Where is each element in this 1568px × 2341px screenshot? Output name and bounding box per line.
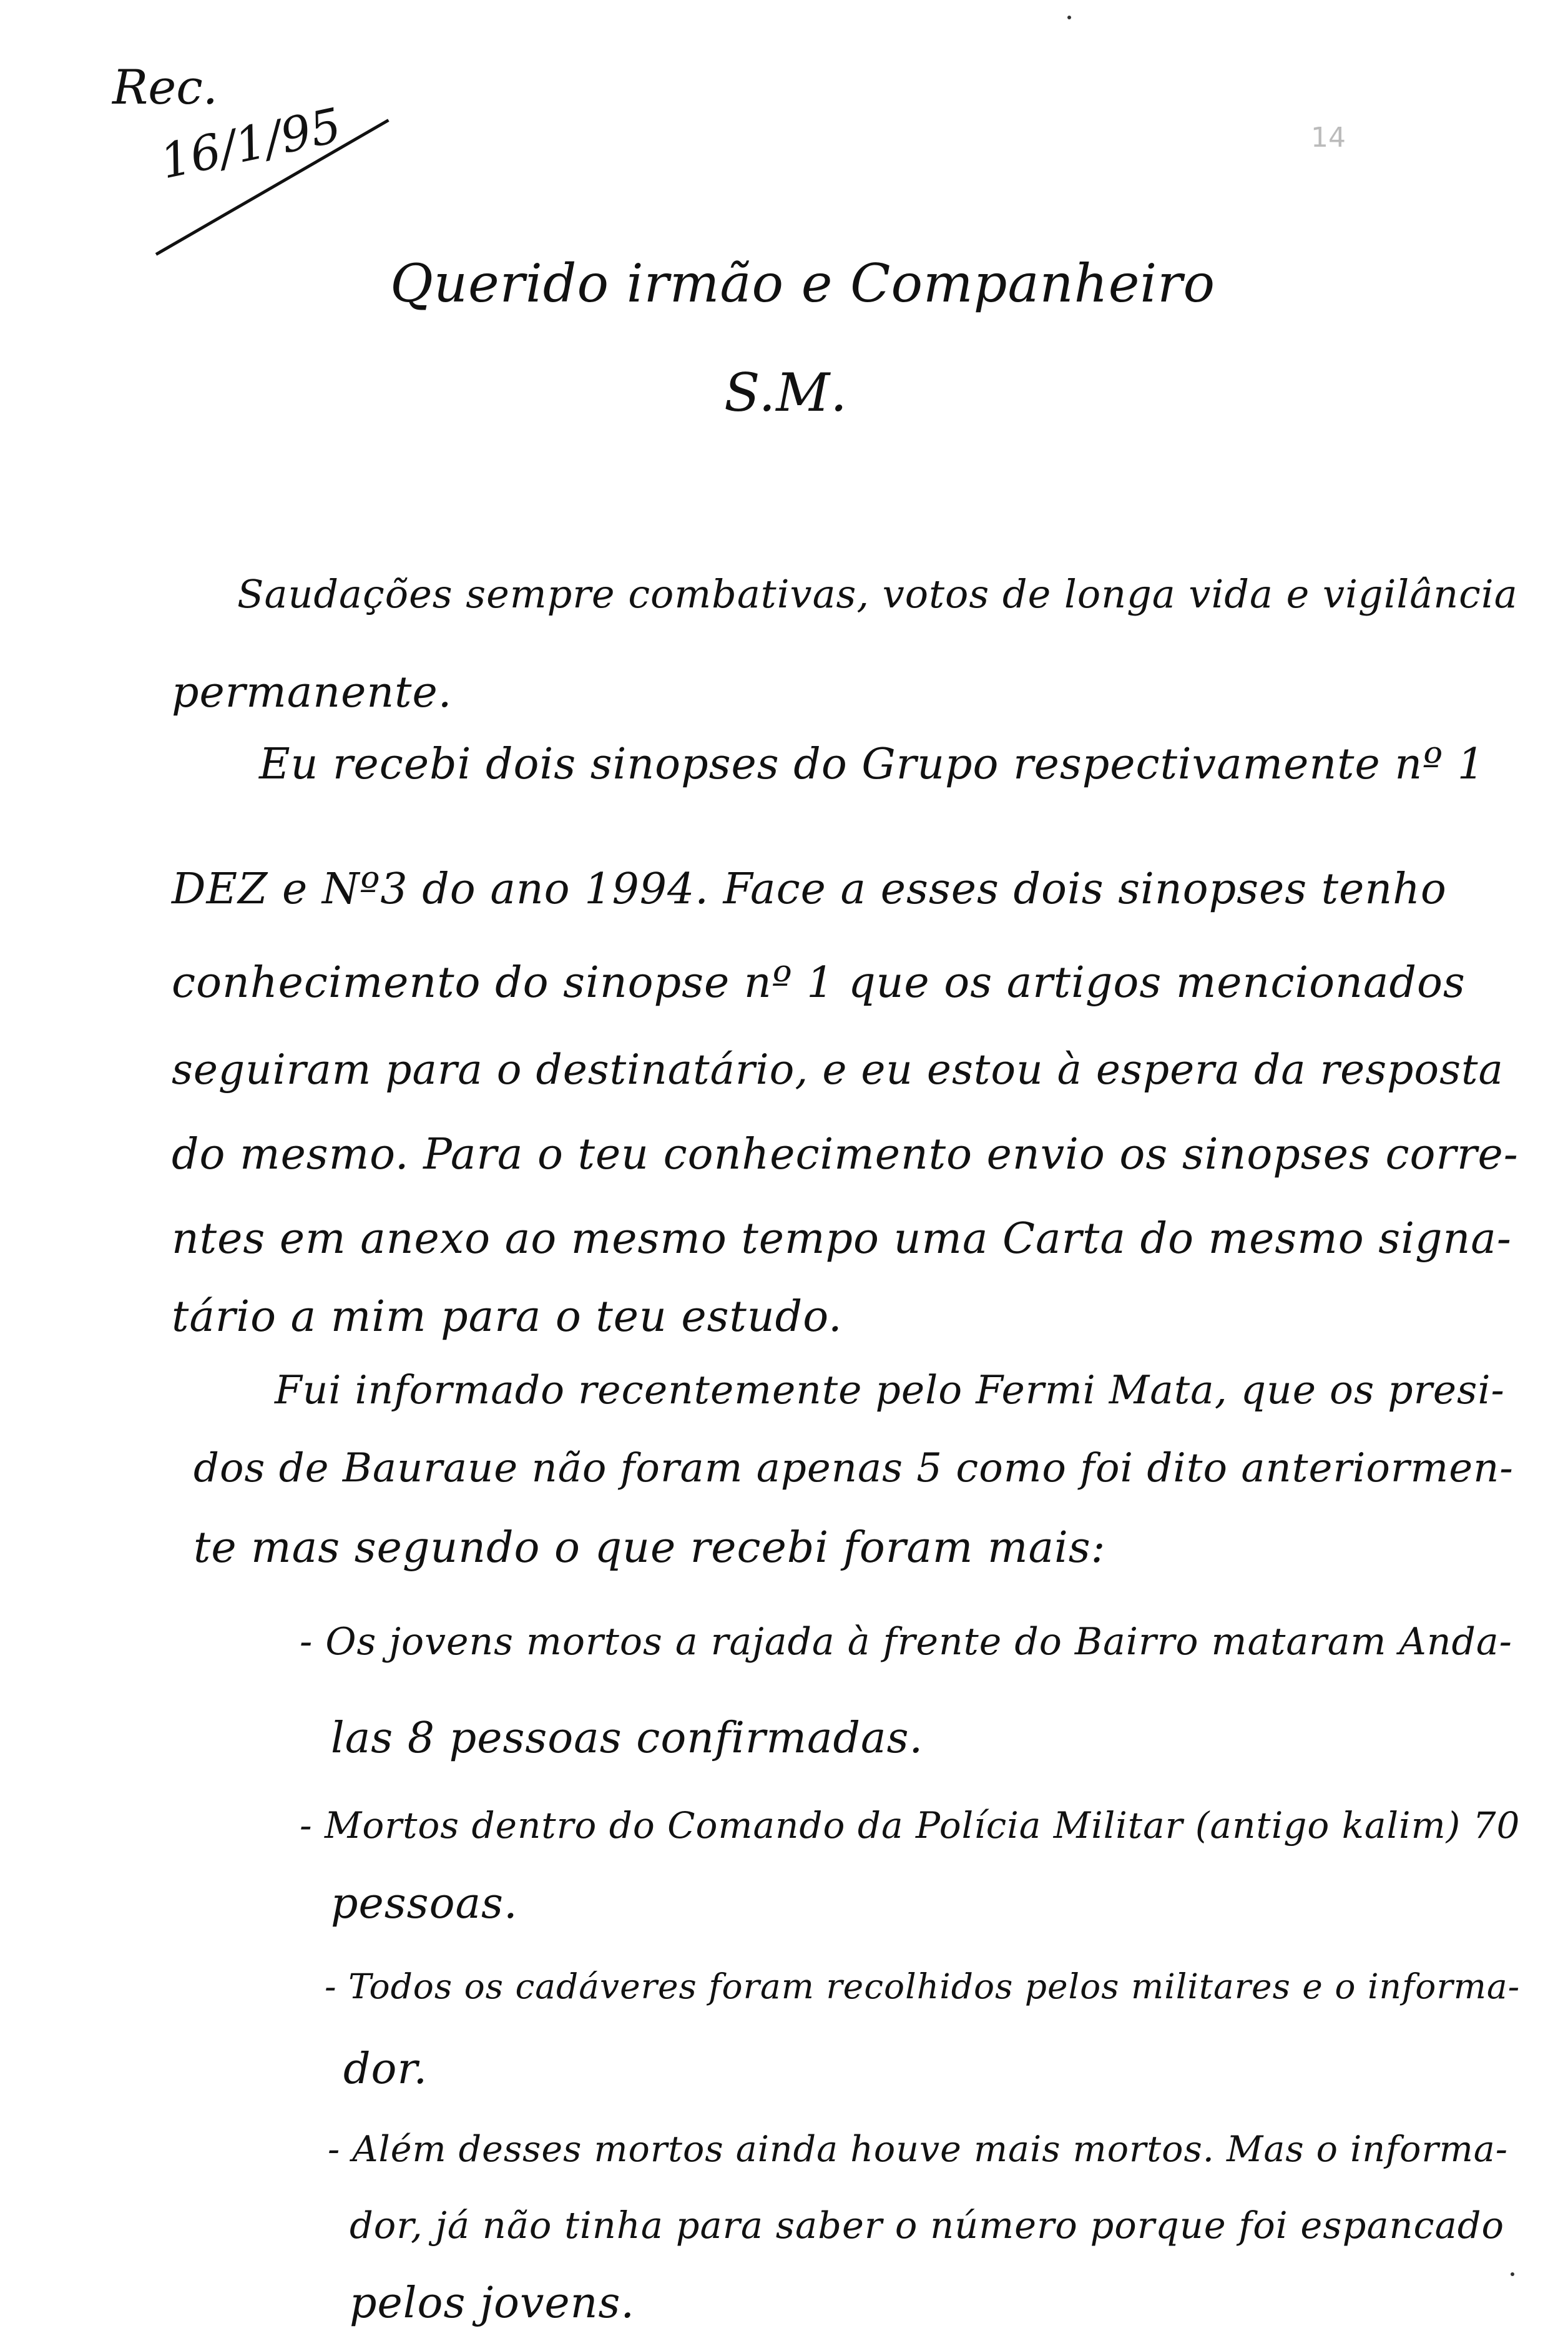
received-note-date: 16/1/95 [155, 97, 346, 190]
letter-line: dos de Bauraue não foram apenas 5 como foi dito anteriormen- [194, 1445, 1514, 1491]
letter-line: - Mortos dentro do Comando da Polícia Militar (antigo kalim) 70 [300, 1804, 1521, 1847]
letter-line: pessoas. [331, 1879, 518, 1928]
letter-line: - Os jovens mortos a rajada à frente do Bairro mataram Anda- [300, 1620, 1512, 1664]
letter-line: ntes em anexo ao mesmo tempo uma Carta do mesmo signa- [172, 1214, 1512, 1264]
letter-line: - Além desses mortos ainda houve mais mortos. Mas o informa- [328, 2129, 1509, 2170]
letter-line: seguiram para o destinatário, e eu estou à espera da resposta [172, 1046, 1504, 1094]
scan-speck [1511, 2272, 1514, 2276]
letter-line: las 8 pessoas confirmadas. [331, 1714, 924, 1763]
letter-line: Fui informado recentemente pelo Fermi Mata, que os presi- [275, 1367, 1505, 1413]
letter-line: Eu recebi dois sinopses do Grupo respectivamente nº 1 [259, 740, 1485, 789]
page-mark: 14 [1311, 122, 1346, 154]
letter-line: do mesmo. Para o teu conhecimento envio os sinopses corre- [172, 1130, 1519, 1179]
letter-line: tário a mim para o teu estudo. [172, 1292, 843, 1342]
letter-line: DEZ e Nº3 do ano 1994. Face a esses dois sinopses tenho [172, 865, 1447, 914]
received-note-label: Rec. [112, 59, 218, 115]
scan-speck [1067, 16, 1071, 19]
letter-initials: S.M. [724, 362, 848, 423]
letter-salutation: Querido irmão e Companheiro [390, 253, 1216, 314]
letter-line: - Todos os cadáveres foram recolhidos pelos militares e o informa- [325, 1966, 1521, 2006]
letter-line: te mas segundo o que recebi foram mais: [194, 1523, 1106, 1573]
letter-line: pelos jovens. [350, 2279, 635, 2328]
letter-line: dor, já não tinha para saber o número porque foi espancado [350, 2204, 1505, 2247]
letter-line: Saudações sempre combativas, votos de longa vida e vigilância [237, 571, 1518, 617]
letter-line: dor. [343, 2044, 428, 2094]
letter-line: conhecimento do sinopse nº 1 que os artigos mencionados [172, 958, 1466, 1008]
letter-line: permanente. [172, 668, 453, 717]
